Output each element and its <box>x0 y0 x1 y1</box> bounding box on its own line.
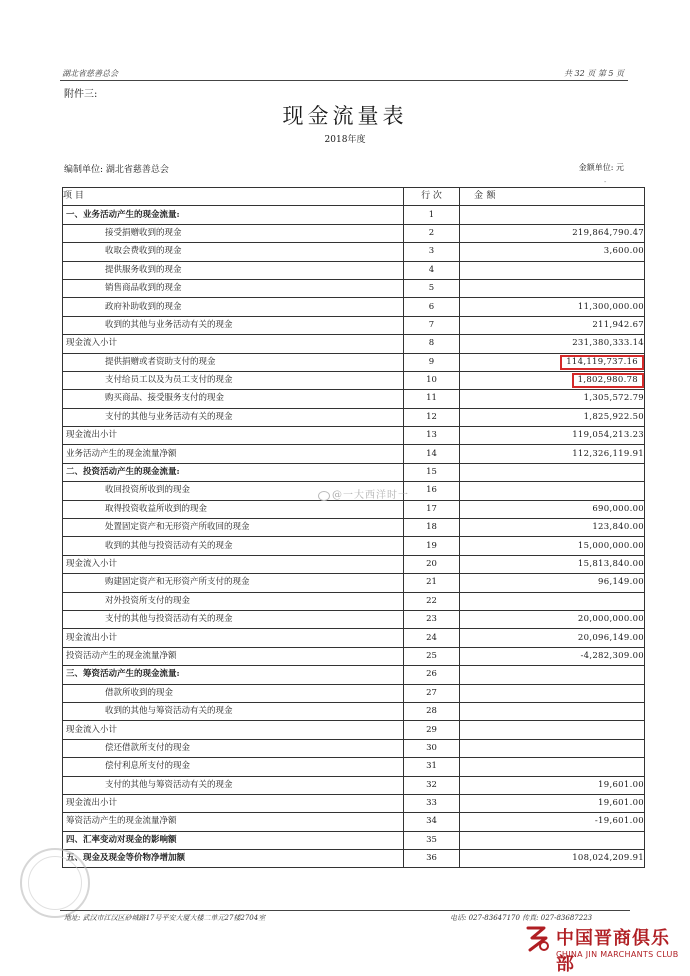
row-item: 支付的其他与投资活动有关的现金 <box>63 610 404 628</box>
row-line-no: 23 <box>404 610 460 628</box>
row-amount: 219,864,790.47 <box>460 224 645 242</box>
highlighted-amount: 1,802,980.78 <box>572 373 644 388</box>
row-line-no: 11 <box>404 390 460 408</box>
table-row <box>63 335 645 353</box>
row-line-no: 6 <box>404 298 460 316</box>
row-line-no: 29 <box>404 721 460 739</box>
row-amount <box>460 463 645 481</box>
row-amount <box>460 592 645 610</box>
table-row <box>63 592 645 610</box>
row-line-no: 19 <box>404 537 460 555</box>
row-amount: 20,000,000.00 <box>460 610 645 628</box>
row-amount <box>460 482 645 500</box>
table-row <box>63 684 645 702</box>
prepared-by: 编制单位: 湖北省慈善总会 <box>64 165 169 175</box>
header-amount: 金 额 <box>460 188 645 206</box>
row-amount <box>460 371 645 389</box>
row-amount: 11,300,000.00 <box>460 298 645 316</box>
row-line-no: 12 <box>404 408 460 426</box>
table-row <box>63 758 645 776</box>
row-line-no: 7 <box>404 316 460 334</box>
scan-mark: - <box>604 178 607 186</box>
row-amount <box>460 261 645 279</box>
row-amount: 15,000,000.00 <box>460 537 645 555</box>
header-divider <box>60 80 628 81</box>
row-amount: 112,326,119.91 <box>460 445 645 463</box>
row-amount <box>460 739 645 757</box>
table-row <box>63 813 645 831</box>
highlighted-amount: 114,119,737.16 <box>560 355 644 370</box>
table-row <box>63 463 645 481</box>
row-line-no: 15 <box>404 463 460 481</box>
row-item: 支付的其他与筹资活动有关的现金 <box>63 776 404 794</box>
row-line-no: 25 <box>404 647 460 665</box>
table-header-row <box>63 188 645 206</box>
table-row <box>63 555 645 573</box>
row-item: 收回投资所收到的现金 <box>63 482 404 500</box>
row-item: 收取会费收到的现金 <box>63 243 404 261</box>
table-row <box>63 390 645 408</box>
table-row <box>63 647 645 665</box>
row-item: 现金流入小计 <box>63 335 404 353</box>
row-line-no: 17 <box>404 500 460 518</box>
row-amount <box>460 684 645 702</box>
club-name-cn: 中国晋商俱乐部 <box>556 928 670 975</box>
row-amount <box>460 702 645 720</box>
row-amount: 123,840.00 <box>460 519 645 537</box>
table-row <box>63 408 645 426</box>
row-line-no: 33 <box>404 794 460 812</box>
table-row <box>63 739 645 757</box>
table-row <box>63 243 645 261</box>
table-row <box>63 298 645 316</box>
row-item: 五、现金及现金等价物净增加额 <box>63 850 404 868</box>
row-item: 支付的其他与业务活动有关的现金 <box>63 408 404 426</box>
row-item: 政府补助收到的现金 <box>63 298 404 316</box>
row-amount: 1,305,572.79 <box>460 390 645 408</box>
header-item: 项 目 <box>63 188 404 206</box>
row-item: 二、投资活动产生的现金流量: <box>63 463 404 481</box>
row-line-no: 27 <box>404 684 460 702</box>
row-amount <box>460 758 645 776</box>
table-row <box>63 279 645 297</box>
row-item: 收到的其他与业务活动有关的现金 <box>63 316 404 334</box>
row-amount: 690,000.00 <box>460 500 645 518</box>
table-row <box>63 629 645 647</box>
row-item: 收到的其他与筹资活动有关的现金 <box>63 702 404 720</box>
row-item: 业务活动产生的现金流量净额 <box>63 445 404 463</box>
row-item: 三、筹资活动产生的现金流量: <box>63 666 404 684</box>
row-item: 收到的其他与投资活动有关的现金 <box>63 537 404 555</box>
row-item: 一、业务活动产生的现金流量: <box>63 206 404 224</box>
row-line-no: 35 <box>404 831 460 849</box>
row-amount: 19,601.00 <box>460 776 645 794</box>
table-row <box>63 519 645 537</box>
row-line-no: 16 <box>404 482 460 500</box>
row-amount: 15,813,840.00 <box>460 555 645 573</box>
table-row <box>63 316 645 334</box>
row-item: 提供服务收到的现金 <box>63 261 404 279</box>
row-amount: -19,601.00 <box>460 813 645 831</box>
official-seal <box>20 848 90 918</box>
row-amount: 96,149.00 <box>460 574 645 592</box>
table-row <box>63 574 645 592</box>
footer-divider <box>60 910 630 911</box>
row-item: 偿还借款所支付的现金 <box>63 739 404 757</box>
table-row <box>63 353 645 371</box>
currency-unit: 金额单位: 元 <box>578 163 624 172</box>
row-line-no: 26 <box>404 666 460 684</box>
row-item: 购买商品、接受服务支付的现金 <box>63 390 404 408</box>
weibo-watermark <box>318 486 409 501</box>
table-row <box>63 224 645 242</box>
row-item: 投资活动产生的现金流量净额 <box>63 647 404 665</box>
document-title: 现金流量表 <box>282 104 408 128</box>
row-line-no: 14 <box>404 445 460 463</box>
row-line-no: 10 <box>404 371 460 389</box>
table-row <box>63 850 645 868</box>
row-item: 对外投资所支付的现金 <box>63 592 404 610</box>
table-row <box>63 831 645 849</box>
table-row <box>63 261 645 279</box>
row-amount: 119,054,213.23 <box>460 427 645 445</box>
watermark-text: @一大西洋时一 <box>332 490 409 501</box>
row-line-no: 34 <box>404 813 460 831</box>
row-line-no: 32 <box>404 776 460 794</box>
row-amount: 108,024,209.91 <box>460 850 645 868</box>
row-item: 接受捐赠收到的现金 <box>63 224 404 242</box>
row-amount <box>460 666 645 684</box>
cash-flow-table <box>62 187 645 868</box>
row-item: 销售商品收到的现金 <box>63 279 404 297</box>
row-amount <box>460 279 645 297</box>
row-amount: 1,825,922.50 <box>460 408 645 426</box>
row-item: 提供捐赠或者资助支付的现金 <box>63 353 404 371</box>
row-item: 现金流入小计 <box>63 555 404 573</box>
table-row <box>63 666 645 684</box>
row-item: 取得投资收益所收到的现金 <box>63 500 404 518</box>
row-line-no: 31 <box>404 758 460 776</box>
table-row <box>63 610 645 628</box>
document-year: 2018年度 <box>324 135 366 145</box>
row-line-no: 9 <box>404 353 460 371</box>
row-item: 筹资活动产生的现金流量净额 <box>63 813 404 831</box>
row-line-no: 1 <box>404 206 460 224</box>
row-item: 现金流入小计 <box>63 721 404 739</box>
table-row <box>63 371 645 389</box>
table-row <box>63 500 645 518</box>
table-row <box>63 445 645 463</box>
row-line-no: 3 <box>404 243 460 261</box>
weibo-icon <box>318 491 330 501</box>
footer-phone: 电话: 027-83647170 传真: 027-83687223 <box>450 914 593 922</box>
row-amount: 211,942.67 <box>460 316 645 334</box>
row-amount <box>460 721 645 739</box>
table-row <box>63 537 645 555</box>
row-line-no: 13 <box>404 427 460 445</box>
attachment-label: 附件三: <box>64 89 98 100</box>
row-amount: -4,282,309.00 <box>460 647 645 665</box>
row-item: 现金流出小计 <box>63 794 404 812</box>
row-line-no: 5 <box>404 279 460 297</box>
table-row <box>63 721 645 739</box>
row-amount: 3,600.00 <box>460 243 645 261</box>
row-item: 现金流出小计 <box>63 629 404 647</box>
row-amount <box>460 206 645 224</box>
row-line-no: 30 <box>404 739 460 757</box>
row-line-no: 24 <box>404 629 460 647</box>
row-line-no: 36 <box>404 850 460 868</box>
row-line-no: 22 <box>404 592 460 610</box>
row-line-no: 4 <box>404 261 460 279</box>
table-row <box>63 427 645 445</box>
row-item: 四、汇率变动对现金的影响额 <box>63 831 404 849</box>
row-item: 处置固定资产和无形资产所收回的现金 <box>63 519 404 537</box>
table-row <box>63 776 645 794</box>
row-item: 偿付利息所支付的现金 <box>63 758 404 776</box>
row-line-no: 20 <box>404 555 460 573</box>
header-line-no: 行 次 <box>404 188 460 206</box>
row-item: 购建固定资产和无形资产所支付的现金 <box>63 574 404 592</box>
row-amount <box>460 831 645 849</box>
row-line-no: 28 <box>404 702 460 720</box>
row-line-no: 21 <box>404 574 460 592</box>
row-line-no: 18 <box>404 519 460 537</box>
club-logo-icon <box>522 924 552 954</box>
row-line-no: 2 <box>404 224 460 242</box>
table-row <box>63 794 645 812</box>
club-logo-block <box>522 922 682 975</box>
table-row <box>63 702 645 720</box>
row-item: 现金流出小计 <box>63 427 404 445</box>
row-item: 支付给员工以及为员工支付的现金 <box>63 371 404 389</box>
row-amount: 20,096,149.00 <box>460 629 645 647</box>
row-item: 借款所收到的现金 <box>63 684 404 702</box>
club-name-en: CHINA JIN MARCHANTS CLUB <box>556 950 679 959</box>
header-org: 湖北省慈善总会 <box>62 69 118 78</box>
header-page-info: 共 32 页 第 5 页 <box>564 69 624 78</box>
row-amount <box>460 353 645 371</box>
row-line-no: 8 <box>404 335 460 353</box>
footer-address: 地址: 武汉市江汉区砂城路17号平安大厦大楼二单元27楼2704室 <box>64 914 266 922</box>
row-amount: 19,601.00 <box>460 794 645 812</box>
row-amount: 231,380,333.14 <box>460 335 645 353</box>
table-row <box>63 206 645 224</box>
